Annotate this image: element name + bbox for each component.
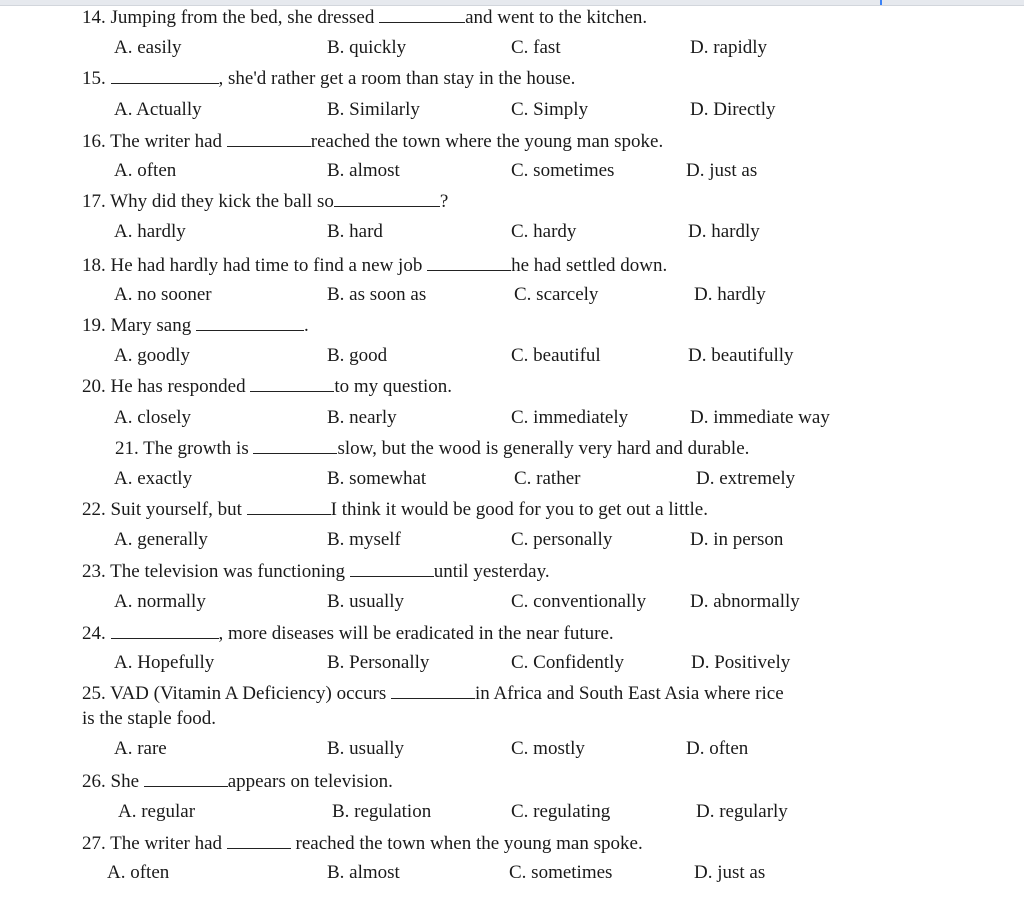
- question-text-end: reached the town when the young man spoke.: [290, 833, 643, 854]
- option-b: B. hard: [327, 221, 383, 242]
- option-b: B. good: [327, 345, 388, 366]
- question-text: VAD (Vitamin A Deficiency) occurs: [110, 683, 391, 704]
- option-c: C. personally: [511, 529, 613, 550]
- answer-blank: [111, 67, 219, 84]
- option-c: C. hardy: [511, 221, 577, 242]
- option-d: D. rapidly: [690, 37, 768, 58]
- option-c: C. rather: [514, 468, 581, 489]
- option-a: A. exactly: [114, 468, 193, 489]
- answer-blank: [250, 375, 334, 392]
- option-d: D. abnormally: [690, 591, 800, 612]
- question-25: [82, 682, 784, 705]
- option-b: B. myself: [327, 529, 401, 550]
- option-c: C. immediately: [511, 407, 629, 428]
- option-a: A. Hopefully: [114, 652, 215, 673]
- option-c: C. regulating: [511, 801, 611, 822]
- option-d: D. extremely: [696, 468, 796, 489]
- option-a: A. hardly: [114, 221, 186, 242]
- question-text-end: in Africa and South East Asia where rice: [474, 683, 784, 704]
- question-number: 17.: [82, 191, 106, 212]
- question-18: [82, 254, 667, 277]
- option-b: B. regulation: [332, 801, 432, 822]
- option-b: B. as soon as: [327, 284, 427, 305]
- option-c: C. scarcely: [514, 284, 599, 305]
- question-text: The growth is: [143, 438, 254, 459]
- question-number: 22.: [82, 499, 106, 520]
- option-a: A. generally: [114, 529, 208, 550]
- question-number: 16.: [82, 131, 106, 152]
- question-14: [82, 6, 647, 29]
- question-number: 15.: [82, 68, 106, 89]
- option-d: D. Positively: [691, 652, 791, 673]
- option-a: A. goodly: [114, 345, 190, 366]
- option-d: D. hardly: [694, 284, 766, 305]
- answer-blank: [391, 682, 475, 699]
- answer-blank: [379, 6, 465, 23]
- question-text: Jumping from the bed, she dressed: [110, 7, 380, 28]
- option-b: B. somewhat: [327, 468, 427, 489]
- option-b: B. Similarly: [327, 99, 420, 120]
- answer-blank: [111, 622, 219, 639]
- question-number: 26.: [82, 771, 106, 792]
- answer-blank: [253, 437, 337, 454]
- question-number: 27.: [82, 833, 106, 854]
- question-text: Mary sang: [110, 315, 196, 336]
- question-text-end: he had settled down.: [511, 255, 668, 276]
- option-c: C. fast: [511, 37, 561, 58]
- question-number: 24.: [82, 623, 106, 644]
- option-d: D. often: [686, 738, 749, 759]
- question-text-end: appears on television.: [227, 771, 393, 792]
- answer-blank: [196, 314, 304, 331]
- option-b: B. usually: [327, 591, 405, 612]
- answer-blank: [350, 560, 434, 577]
- option-b: B. almost: [327, 862, 400, 883]
- option-c: C. beautiful: [511, 345, 601, 366]
- option-b: B. quickly: [327, 37, 407, 58]
- option-a: A. often: [107, 862, 170, 883]
- answer-blank: [227, 832, 291, 849]
- answer-blank: [144, 770, 228, 787]
- question-text: The writer had: [110, 131, 227, 152]
- question-text: Why did they kick the ball so: [110, 191, 334, 212]
- option-d: D. immediate way: [690, 407, 830, 428]
- option-d: D. hardly: [688, 221, 760, 242]
- option-d: D. Directly: [690, 99, 776, 120]
- question-text: The television was functioning: [110, 561, 350, 582]
- option-c: C. mostly: [511, 738, 585, 759]
- question-text-end: , more diseases will be eradicated in the near future.: [218, 623, 614, 644]
- question-text-end: .: [303, 315, 309, 336]
- option-c: C. sometimes: [511, 160, 615, 181]
- option-b: B. nearly: [327, 407, 397, 428]
- question-number: 14.: [82, 7, 106, 28]
- question-19: [82, 314, 309, 337]
- question-number: 25.: [82, 683, 106, 704]
- question-number: 19.: [82, 315, 106, 336]
- question-number: 23.: [82, 561, 106, 582]
- option-c: C. Simply: [511, 99, 589, 120]
- answer-blank: [427, 254, 511, 271]
- option-a: A. Actually: [114, 99, 202, 120]
- option-b: B. usually: [327, 738, 405, 759]
- option-a: A. no sooner: [114, 284, 212, 305]
- question-text-end: ?: [439, 191, 449, 212]
- option-d: D. just as: [686, 160, 758, 181]
- question-text-end: until yesterday.: [433, 561, 550, 582]
- option-a: A. normally: [114, 591, 206, 612]
- option-a: A. easily: [114, 37, 182, 58]
- option-d: D. regularly: [696, 801, 788, 822]
- question-21: [115, 437, 749, 460]
- option-d: D. in person: [690, 529, 784, 550]
- question-text-end: , she'd rather get a room than stay in the house.: [218, 68, 576, 89]
- question-16: [82, 130, 663, 153]
- question-text-end: reached the town where the young man spoke.: [310, 131, 664, 152]
- question-text: He has responded: [110, 376, 251, 397]
- answer-blank: [227, 130, 311, 147]
- option-a: A. regular: [118, 801, 196, 822]
- option-a: A. often: [114, 160, 177, 181]
- option-d: D. just as: [694, 862, 766, 883]
- option-a: A. rare: [114, 738, 167, 759]
- question-text-end: to my question.: [334, 376, 453, 397]
- question-22: [82, 498, 708, 521]
- question-text-end: I think it would be good for you to get out a little.: [330, 499, 708, 520]
- question-number: 18.: [82, 255, 106, 276]
- option-b: B. almost: [327, 160, 400, 181]
- question-20: [82, 375, 452, 398]
- answer-blank: [334, 190, 440, 207]
- question-number: 21.: [115, 438, 139, 459]
- question-15: [82, 67, 575, 90]
- question-text-end: slow, but the wood is generally very hard and durable.: [337, 438, 750, 459]
- question-text-end: and went to the kitchen.: [465, 7, 648, 28]
- option-d: D. beautifully: [688, 345, 794, 366]
- option-a: A. closely: [114, 407, 192, 428]
- question-27: [82, 832, 643, 855]
- question-25-continuation: is the staple food.: [82, 708, 217, 729]
- question-24: [82, 622, 614, 645]
- question-17: [82, 190, 448, 213]
- question-text: He had hardly had time to find a new job: [110, 255, 428, 276]
- option-c: C. Confidently: [511, 652, 624, 673]
- answer-blank: [247, 498, 331, 515]
- option-c: C. sometimes: [509, 862, 613, 883]
- option-c: C. conventionally: [511, 591, 647, 612]
- question-26: [82, 770, 393, 793]
- option-b: B. Personally: [327, 652, 430, 673]
- question-23: [82, 560, 550, 583]
- question-text: Suit yourself, but: [110, 499, 247, 520]
- question-number: 20.: [82, 376, 106, 397]
- question-text: She: [110, 771, 144, 792]
- question-text: The writer had: [110, 833, 227, 854]
